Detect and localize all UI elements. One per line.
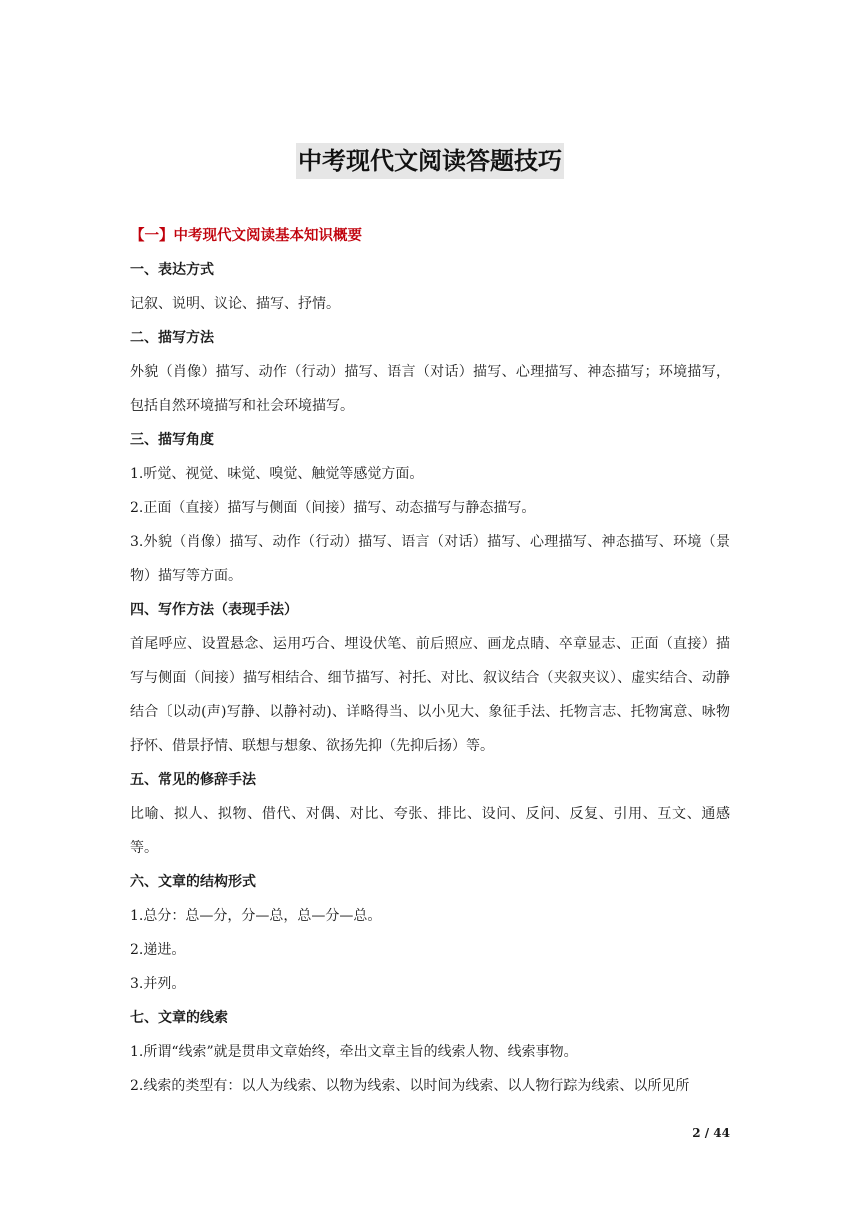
list-item: 1.听觉、视觉、味觉、嗅觉、触觉等感觉方面。: [130, 466, 424, 482]
list-item: 2.正面（直接）描写与侧面（间接）描写、动态描写与静态描写。: [130, 500, 536, 516]
list-item: 2.线索的类型有：以人为线索、以物为线索、以时间为线索、以人物行踪为线索、以所见所: [130, 1078, 690, 1094]
heading-description-angles: 三、描写角度: [130, 432, 214, 448]
list-item: 2.递进。: [130, 942, 186, 958]
heading-description-methods: 二、描写方法: [130, 330, 214, 346]
paragraph: 外貌（肖像）描写、动作（行动）描写、语言（对话）描写、心理描写、神态描写；环境描写，包括自然环境描写和社会环境描写。: [130, 364, 730, 414]
section-title: 【一】中考现代文阅读基本知识概要: [130, 228, 362, 244]
heading-article-clues: 七、文章的线索: [130, 1010, 228, 1026]
document-body: [130, 219, 730, 1103]
list-item: 1.所谓“线索”就是贯串文章始终，牵出文章主旨的线索人物、线索事物。: [130, 1044, 578, 1060]
heading-rhetorical-devices: 五、常见的修辞手法: [130, 772, 256, 788]
page-number: 2 / 44: [692, 1126, 730, 1140]
list-item: 1.总分：总—分，分—总，总—分—总。: [130, 908, 382, 924]
heading-expression-methods: 一、表达方式: [130, 262, 214, 278]
paragraph: 比喻、拟人、拟物、借代、对偶、对比、夸张、排比、设问、反问、反复、引用、互文、通感等。: [130, 806, 730, 856]
title-container: [0, 143, 860, 179]
document-title: 中考现代文阅读答题技巧: [296, 143, 564, 179]
paragraph: 首尾呼应、设置悬念、运用巧合、埋设伏笔、前后照应、画龙点睛、卒章显志、正面（直接）描写与侧面（间接）描写相结合、细节描写、衬托、对比、叙议结合（夹叙夹议）、虚实结合、动静结合〔以动(声)写静、以静衬动)、详略得当、以小见大、象征手法、托物言志、托物寓意、咏物抒怀、借景抒情、联想与想象、欲扬先抑（先抑后扬）等。: [130, 636, 730, 754]
list-item: 3.外貌（肖像）描写、动作（行动）描写、语言（对话）描写、心理描写、神态描写、环境（景物）描写等方面。: [130, 534, 730, 584]
heading-structure-forms: 六、文章的结构形式: [130, 874, 256, 890]
list-item: 3.并列。: [130, 976, 186, 992]
paragraph: 记叙、说明、议论、描写、抒情。: [130, 296, 340, 312]
heading-writing-methods: 四、写作方法（表现手法）: [130, 602, 298, 618]
